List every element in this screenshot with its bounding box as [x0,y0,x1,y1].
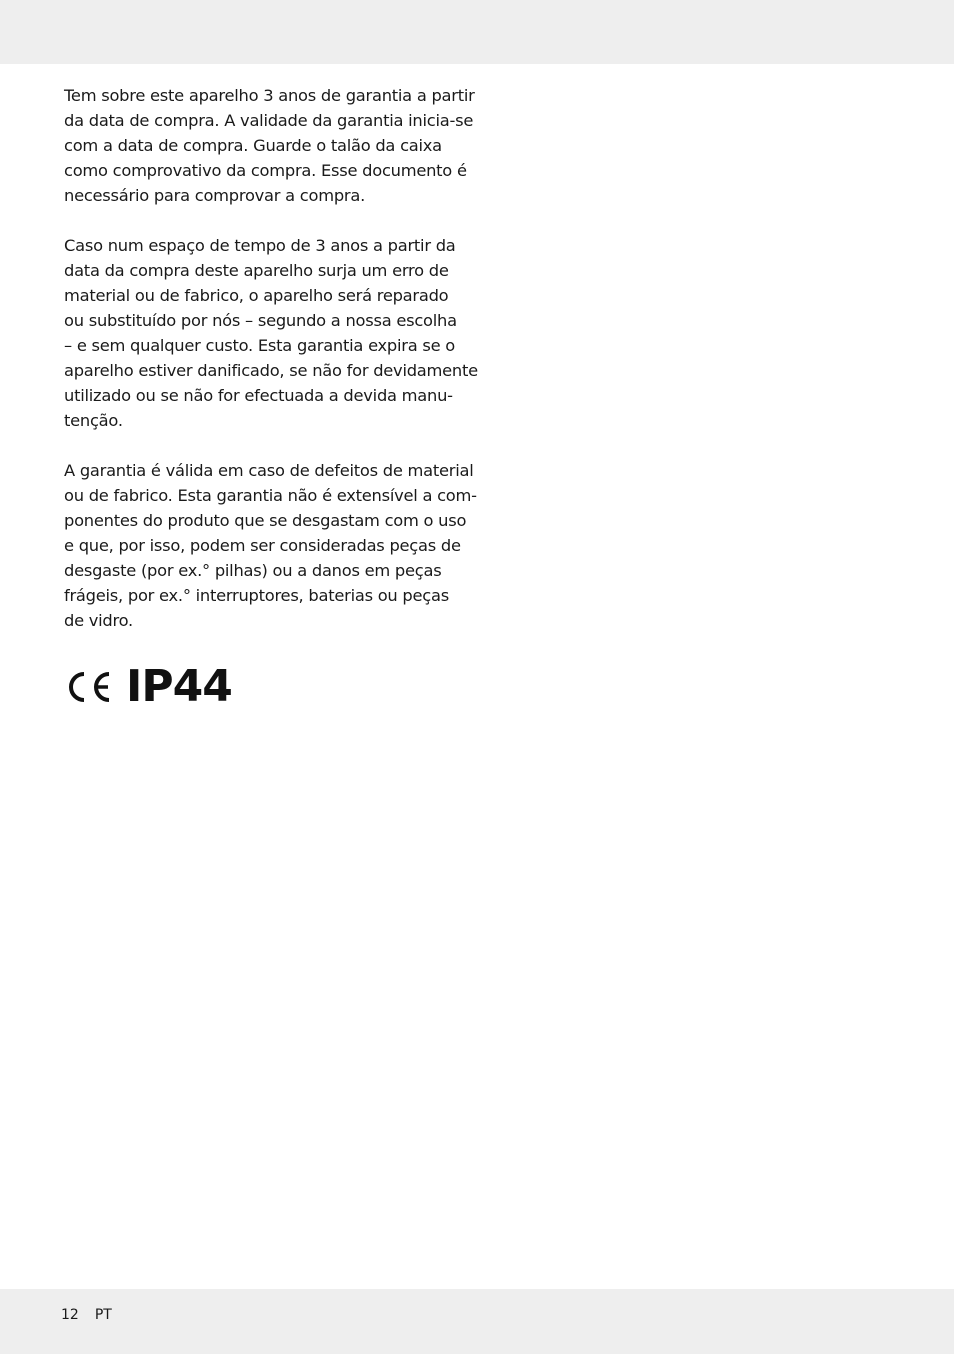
text-line: data da compra deste aparelho surja um erro de [64,261,449,280]
text-line: frágeis, por ex.° interruptores, baterias ou peças [64,586,449,605]
text-line: e que, por isso, podem ser consideradas peças de [64,536,461,555]
ce-mark-icon [64,671,112,703]
language-code: PT [94,1307,112,1323]
text-line: desgaste (por ex.° pilhas) ou a danos em peças [64,561,442,580]
text-line: – e sem qualquer custo. Esta garantia expira se o [64,336,456,355]
header-band [0,0,954,64]
text-line: ou de fabrico. Esta garantia não é extensível a com- [64,486,477,505]
paragraph-warranty-scope [64,458,477,633]
ip-rating-label: IP44 [126,661,232,712]
text-line: material ou de fabrico, o aparelho será reparado [64,286,449,305]
text-line: ponentes do produto que se desgastam com o uso [64,511,467,530]
page-footer [61,1306,112,1324]
paragraph-warranty-repair [64,233,478,433]
text-line: aparelho estiver danificado, se não for devidamente [64,361,478,380]
footer-band [0,1289,954,1354]
text-line: com a data de compra. Guarde o talão da caixa [64,136,442,155]
text-line: de vidro. [64,611,133,630]
text-line: Caso num espaço de tempo de 3 anos a partir da [64,236,456,255]
paragraph-warranty-period [64,83,475,208]
warranty-text-column [64,83,478,658]
text-line: como comprovativo da compra. Esse documento é [64,161,467,180]
text-line: A garantia é válida em caso de defeitos de material [64,461,474,480]
certification-marks [64,661,232,712]
text-line: tenção. [64,411,123,430]
text-line: necessário para comprovar a compra. [64,186,365,205]
page-number: 12 [61,1307,79,1323]
text-line: utilizado ou se não for efectuada a devida manu- [64,386,453,405]
text-line: Tem sobre este aparelho 3 anos de garantia a partir [64,86,475,105]
text-line: ou substituído por nós – segundo a nossa escolha [64,311,457,330]
text-line: da data de compra. A validade da garantia inicia-se [64,111,474,130]
